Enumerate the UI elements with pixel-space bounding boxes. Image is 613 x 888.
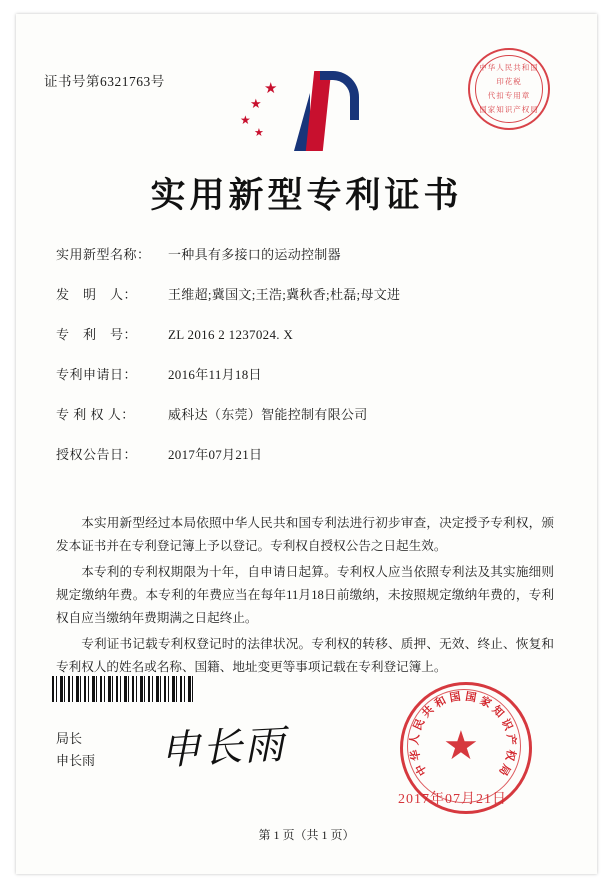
- seal-arc-char: 人: [407, 733, 422, 746]
- field-row-patentee: [56, 404, 556, 423]
- page-footer: 第 1 页（共 1 页）: [258, 828, 355, 842]
- director-label: 局长: [56, 731, 83, 746]
- seal-top-line-1: 中华人民共和国: [479, 63, 539, 72]
- seal-arc-char: 中: [412, 761, 430, 778]
- seal-top-line-4: 国家知识产权局: [479, 105, 539, 114]
- seal-arc-char: 知: [489, 703, 507, 721]
- sail-shape-icon: [286, 71, 350, 153]
- certificate-number: 证书号第6321763号: [44, 74, 165, 89]
- seal-date: 2017年07月21日: [398, 792, 507, 807]
- field-row-inventors: [56, 284, 556, 303]
- star-icon: ★: [240, 113, 251, 127]
- seal-arc-char: 权: [502, 748, 518, 762]
- field-value: 2016年11月18日: [168, 367, 262, 382]
- seal-arc-char: 国: [448, 689, 462, 705]
- tax-stamp-seal: [468, 48, 550, 130]
- director-name: 申长雨: [56, 753, 96, 768]
- field-value: 王维超;冀国文;王浩;冀秋香;杜磊;母文进: [168, 287, 401, 302]
- seal-top-line-2: 印花税: [496, 77, 522, 86]
- field-label: 专 利 号：: [56, 327, 138, 342]
- star-icon: ★: [264, 81, 278, 97]
- seal-arc-char: 产: [504, 733, 519, 746]
- field-row-patent-number: [56, 324, 556, 343]
- paragraph-1: 本实用新型经过本局依照中华人民共和国专利法进行初步审查，决定授予专利权，颁发本证书并在专利登记簿上予以登记。专利权自授权公告之日起生效。: [56, 516, 554, 553]
- seal-arc-char: 和: [432, 693, 449, 711]
- field-label: 实用新型名称：: [56, 247, 151, 262]
- document-title: 实用新型专利证书: [150, 175, 463, 216]
- body-text: [56, 512, 554, 682]
- star-icon: ★: [254, 127, 264, 139]
- field-value: 2017年07月21日: [168, 447, 263, 462]
- field-list: [56, 244, 556, 484]
- seal-arc-char: 华: [408, 748, 424, 762]
- director-signature: 申长雨: [159, 721, 288, 775]
- field-label: 专 利 权 人：: [56, 407, 135, 422]
- field-row-application-date: [56, 364, 556, 383]
- field-label: 授权公告日：: [56, 447, 138, 462]
- star-icon: ★: [443, 723, 479, 768]
- director-block: [56, 728, 95, 772]
- seal-arc-char: 家: [477, 693, 494, 711]
- paragraph-2: 本专利的专利权期限为十年，自申请日起算。专利权人应当依照专利法及其实施细则规定缴纳年费。本专利的年费应当在每年11月18日前缴纳，未按照规定缴纳年费的，专利权自应当缴纳年费期满之日起终止。: [56, 565, 554, 625]
- sail-logo-icon: [240, 65, 350, 155]
- barcode: [52, 676, 194, 702]
- seal-arc-char: 民: [410, 716, 428, 733]
- field-label: 发 明 人：: [56, 287, 138, 302]
- paragraph-3: 专利证书记载专利权登记时的法律状况。专利权的转移、质押、无效、终止、恢复和专利权人的姓名或名称、国籍、地址变更等事项记载在专利登记簿上。: [56, 637, 554, 674]
- field-value: 一种具有多接口的运动控制器: [168, 247, 341, 262]
- seal-arc-char: 识: [498, 716, 516, 733]
- seal-arc-char: 局: [496, 761, 514, 778]
- field-row-grant-date: [56, 444, 556, 463]
- field-value: 威科达（东莞）智能控制有限公司: [168, 407, 368, 422]
- field-row-utility-model-name: [56, 244, 556, 263]
- seal-top-line-3: 代扣专用章: [487, 91, 531, 100]
- field-label: 专利申请日：: [56, 367, 138, 382]
- seal-arc-char: 国: [464, 689, 478, 705]
- seal-arc-char: 共: [419, 703, 437, 721]
- star-icon: ★: [250, 96, 262, 111]
- field-value: ZL 2016 2 1237024. X: [168, 327, 294, 342]
